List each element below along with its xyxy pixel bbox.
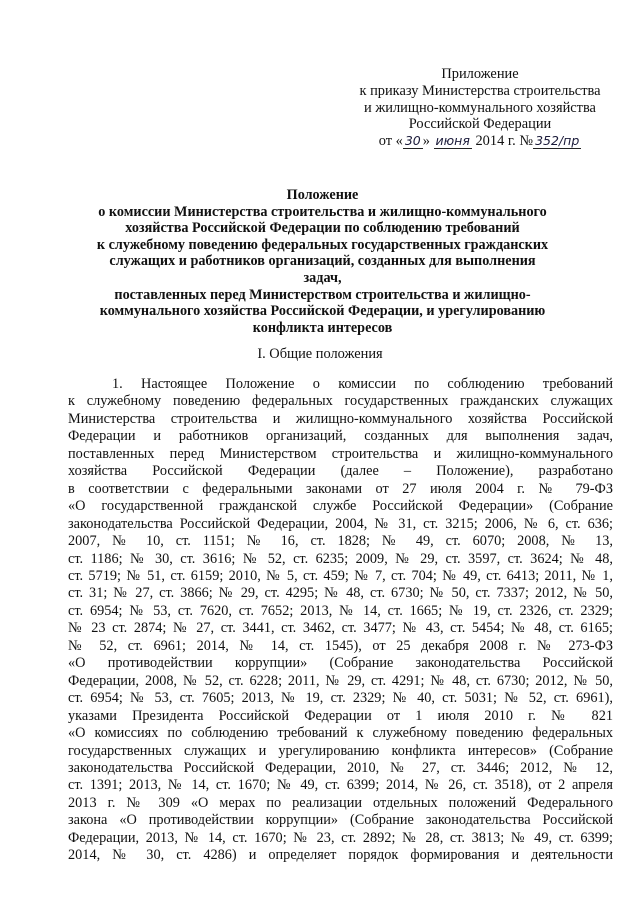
appendix-country-line: Российской Федерации: [408, 116, 552, 133]
title-line: к служебному поведению федеральных государственных гражданских: [96, 236, 549, 253]
body-line: ст. 6954; № 53, ст. 7620, ст. 7652; 2013, № 14, ст. 1665; № 19, ст. 2326, ст. 2329;: [68, 602, 613, 619]
body-line: «О государственной гражданской службе Российской Федерации» (Собрание: [68, 498, 613, 515]
body-line: к служебному поведению федеральных государственных гражданских служащих: [68, 393, 613, 410]
body-paragraph: [68, 376, 613, 865]
body-line: поставленных перед Министерством строительства и жилищно-коммунального: [68, 445, 613, 462]
body-line: ст. 31; № 27, ст. 3866; № 29, ст. 4295; № 48, ст. 6730; № 50, ст. 7337; 2012, № 50,: [68, 585, 613, 602]
title-line: о комиссии Министерства строительства и жилищно-коммунального: [98, 203, 547, 220]
body-line: законодательства Российской Федерации, 2010, № 27, ст. 3446; 2012, № 12,: [68, 759, 613, 776]
title-line: служащих и работников организаций, созданных для выполнения задач,: [109, 253, 536, 286]
body-line: Федерации и работников организаций, созданных для выполнения задач,: [68, 428, 613, 445]
body-line: государственных служащих и урегулированию конфликта интересов» (Собрание: [68, 742, 613, 759]
document-title: [95, 187, 550, 336]
title-line: коммунального хозяйства Российской Федерации, и урегулированию: [99, 303, 546, 320]
body-line: Федерации, 2008, № 52, ст. 6228; 2011, № 29, ст. 4291; № 48, ст. 6730; 2012, № 50,: [68, 672, 613, 689]
title-line: Положение: [286, 187, 359, 203]
body-line: ст. 5719; № 51, ст. 6159; 2010, № 5, ст. 459; № 7, ст. 704; № 49, ст. 6413; 2011, № 1,: [68, 567, 613, 584]
body-line: законодательства Российской Федерации, 2004, № 31, ст. 3215; 2006, № 6, ст. 636;: [68, 515, 613, 532]
date-day-handwritten: 30: [404, 133, 421, 149]
body-line: ст. 6954; № 53, ст. 7605; 2013, № 19, ст. 2329; № 40, ст. 5031; № 52, ст. 6961),: [68, 690, 613, 707]
body-line: 1. Настоящее Положение о комиссии по соблюдению требований: [112, 376, 613, 392]
body-line: хозяйства Российской Федерации (далее – Положение), разработано: [68, 463, 613, 480]
body-line: «О комиссиях по соблюдению требований к служебному поведению федеральных: [68, 725, 613, 742]
body-line: Министерства строительства и жилищно-коммунального хозяйства Российской: [68, 410, 613, 427]
appendix-label: Приложение: [441, 66, 519, 82]
appendix-ministry-line: и жилищно-коммунального хозяйства: [364, 99, 596, 116]
body-line: 2013 г. № 309 «О мерах по реализации отдельных положений Федерального: [68, 794, 613, 811]
body-line: закона «О противодействии коррупции» (Собрание законодательства Российской: [68, 812, 613, 829]
title-line: конфликта интересов: [252, 319, 393, 336]
title-line: поставленных перед Министерством строительства и жилищно-: [114, 286, 531, 303]
body-line: 2014, № 30, ст. 4286) и определяет порядок формирования и деятельности: [68, 847, 613, 864]
date-year: 2014 г. №: [475, 133, 534, 150]
date-quote-close: »: [422, 133, 430, 150]
appendix-header: [335, 66, 625, 150]
order-number-handwritten: 352/пр: [535, 133, 580, 149]
body-line: «О противодействии коррупции» (Собрание законодательства Российской: [68, 655, 613, 672]
title-line: хозяйства Российской Федерации по соблюдению требований: [125, 220, 520, 237]
body-line: ст. 1391; 2013, № 14, ст. 1670; № 49, ст. 6399; 2014, № 26, ст. 3518), от 2 апреля: [68, 777, 613, 794]
body-line: указами Президента Российской Федерации от 1 июля 2010 г. № 821: [68, 707, 613, 724]
body-line: 2007, № 10, ст. 1151; № 16, ст. 1828; № 49, ст. 6070; 2008, № 13,: [68, 533, 613, 550]
body-line: Федерации, 2013, № 14, ст. 1670; № 23, ст. 2892; № 28, ст. 3813; № 49, ст. 6399;: [68, 829, 613, 846]
date-month-handwritten: июня: [435, 133, 470, 149]
body-line: ст. 1186; № 30, ст. 3616; № 52, ст. 6235; 2009, № 29, ст. 3597, ст. 3624; № 48,: [68, 550, 613, 567]
date-prefix: от «: [378, 133, 403, 150]
appendix-order-ref: к приказу Министерства строительства: [359, 82, 601, 99]
section-heading: I. Общие положения: [257, 346, 383, 362]
body-line: № 23 ст. 2874; № 27, ст. 3441, ст. 3462, ст. 3477; № 43, ст. 5454; № 48, ст. 6165;: [68, 620, 613, 637]
body-line: в соответствии с федеральными законами от 27 июля 2004 г. № 79-ФЗ: [68, 480, 613, 497]
appendix-date-line: [335, 133, 625, 150]
body-line: № 52, ст. 6961; 2014, № 14, ст. 1545), от 25 декабря 2008 г. № 273-ФЗ: [68, 637, 613, 654]
